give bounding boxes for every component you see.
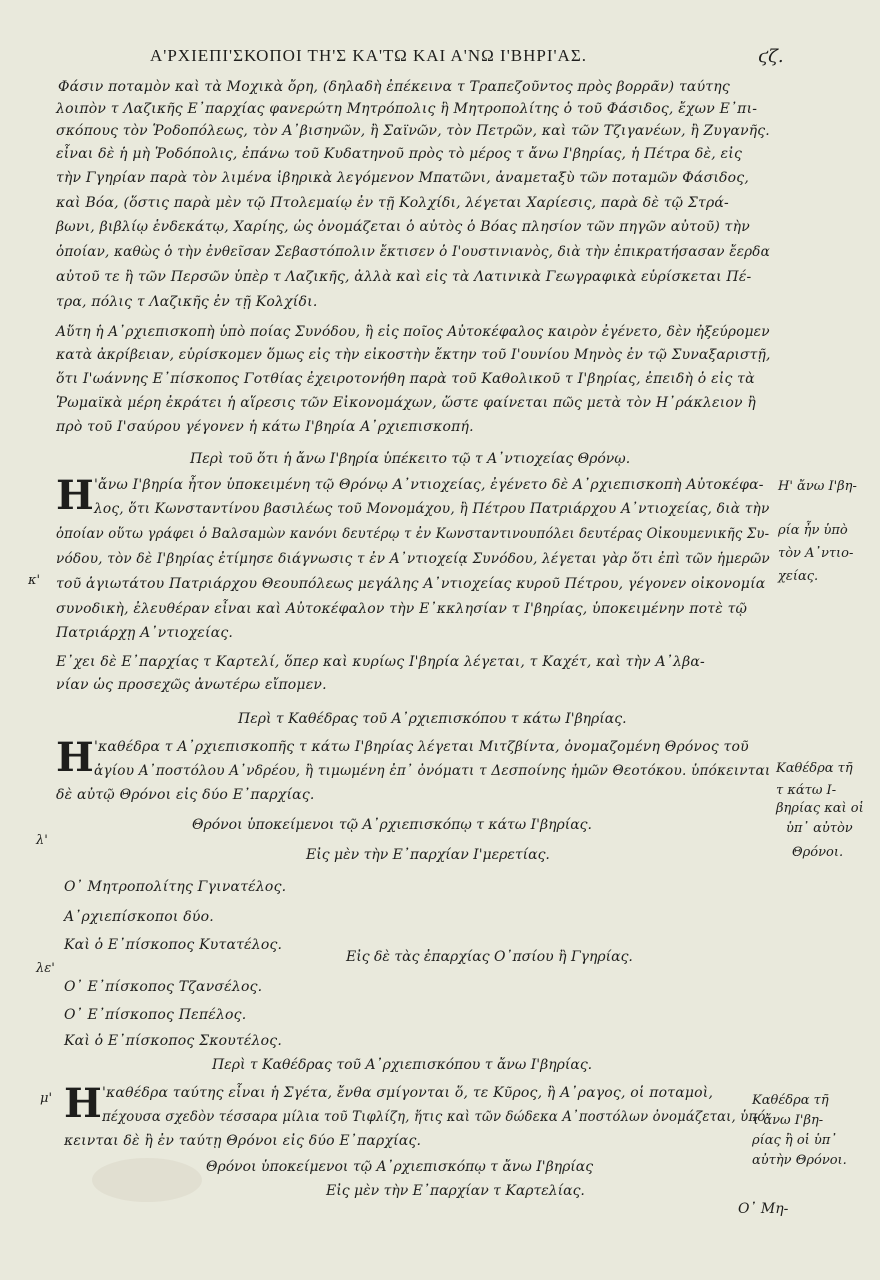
- list-item: Καὶ ὁ Ε᾿πίσκοπος Κυτατέλος.: [64, 937, 283, 953]
- text-line: ἁγίου Α᾿ποστόλου Α᾿νδρέου, ἢ τιμωμένη ἐπ᾿ ὀνόματι τ Δεσποίνης ἡμῶν Θεοτόκου. ὑπόκεινται: [94, 763, 771, 779]
- page-number: ϛζ.: [758, 46, 784, 67]
- subheading: Εἰς μὲν τὴν Ε᾿παρχίαν τ Καρτελίας.: [326, 1183, 585, 1199]
- drop-cap: Η: [56, 734, 94, 781]
- text-line: 'ἄνω Ι'βηρία ἦτον ὑποκειμένη τῷ Θρόνῳ Α᾿ντιοχείας, ἐγένετο δὲ Α᾿ρχιεπισκοπὴ Αὐτοκέφα-: [94, 477, 764, 493]
- text-line: τοῦ ἁγιωτάτου Πατριάρχου Θεουπόλεως μεγάλης Α᾿ντιοχείας κυροῦ Πέτρου, γέγονεν οἰκονομία: [56, 576, 766, 592]
- text-line: τὴν Γγηρίαν παρὰ τὸν λιμένα ἰβηρικὰ λεγόμενον Μπατῶνι, ἀναμεταξὺ τῶν ποταμῶν Φάσιδος,: [56, 170, 749, 186]
- margin-note: αὐτὴν Θρόνοι.: [752, 1153, 847, 1168]
- list-item: Καὶ ὁ Ε᾿πίσκοπος Σκουτέλος.: [64, 1033, 282, 1049]
- margin-note: τ κάτω Ι-: [776, 783, 837, 798]
- section-heading: Περὶ τοῦ ὅτι ἡ ἄνω Ι'βηρία ὑπέκειτο τῷ τ Α᾿ντιοχείας Θρόνῳ.: [190, 451, 631, 467]
- margin-numeral: λε': [36, 961, 55, 976]
- text-line: δὲ αὐτῷ Θρόνοι εἰς δύο Ε᾿παρχίας.: [56, 787, 315, 803]
- text-line: λος, ὅτι Κωνσταντίνου βασιλέως τοῦ Μονομάχου, ἢ Πέτρου Πατριάρχου Α᾿ντιοχείας, διὰ τὴν: [94, 501, 770, 517]
- text-line: νόδου, τὸν δὲ Ι'βηρίας ἐτίμησε διάγνωσις τ ἐν Α᾿ντιοχείᾳ Συνόδου, λέγεται γὰρ ὅτι ἐπὶ τῶν ἡμερῶν: [56, 551, 770, 567]
- text-line: Ε᾿χει δὲ Ε᾿παρχίας τ Καρτελί, ὅπερ καὶ κυρίως Ι'βηρία λέγεται, τ Καχέτ, καὶ τὴν Α᾿λβα-: [56, 654, 705, 670]
- text-line: ὅτι Ι'ωάννης Ε᾿πίσκοπος Γοτθίας ἐχειροτονήθη παρὰ τοῦ Καθολικοῦ τ Ι'βηρίας, ἐπειδὴ ὁ εἰς τὰ: [56, 371, 755, 387]
- margin-note: τ ἄνω Ι'βη-: [752, 1113, 824, 1128]
- paper-stain: [92, 1158, 202, 1202]
- text-line: σκόπους τὸν Ῥοδοπόλεως, τὸν Α᾿βισηνῶν, ἢ Σαϊνῶν, τὸν Πετρῶν, καὶ τῶν Τζιγανέων, ἢ Ζυγανῆς.: [56, 123, 770, 139]
- margin-note: Η' ἄνω Ι'βη-: [778, 479, 857, 494]
- text-line: 'καθέδρα τ Α᾿ρχιεπισκοπῆς τ κάτω Ι'βηρίας λέγεται Μιτζβίντα, ὀνομαζομένη Θρόνος τοῦ: [94, 739, 749, 755]
- subheading: Θρόνοι ὑποκείμενοι τῷ Α᾿ρχιεπισκόπῳ τ κάτω Ι'βηρίας.: [192, 817, 592, 833]
- margin-note: ὑπ᾿ αὐτὸν: [786, 821, 853, 836]
- running-title: Α'ΡΧΙΕΠΙ'ΣΚΟΠΟΙ ΤΗ'Σ ΚΑ'ΤΩ ΚΑΙ Α'ΝΩ Ι'ΒΗΡΙ'ΑΣ.: [150, 46, 587, 65]
- margin-note: Θρόνοι.: [792, 845, 844, 860]
- subheading: Εἰς δὲ τὰς ἐπαρχίας Ο᾿πσίου ἢ Γγηρίας.: [346, 949, 633, 965]
- list-item: Α᾿ρχιεπίσκοποι δύο.: [64, 909, 214, 925]
- text-line: εἶναι δὲ ἡ μὴ Ῥοδόπολις, ἐπάνω τοῦ Κυδατηνοῦ πρὸς τὸ μέρος τ ἄνω Ι'βηρίας, ἡ Πέτρα δὲ, εἰς: [56, 146, 742, 162]
- margin-numeral: κ': [28, 573, 41, 588]
- margin-note: ρία ἦν ὑπὸ: [778, 523, 848, 538]
- subheading: Θρόνοι ὑποκείμενοι τῷ Α᾿ρχιεπισκόπῳ τ ἄνω Ι'βηρίας: [206, 1159, 594, 1175]
- list-item: Ο᾿ Μητροπολίτης Γγινατέλος.: [64, 879, 287, 895]
- margin-note: ρίας ἢ οἱ ὑπ᾿: [752, 1133, 837, 1148]
- text-line: νίαν ὡς προσεχῶς ἀνωτέρω εἴπομεν.: [56, 677, 327, 693]
- text-line: λοιπὸν τ Λαζικῆς Ε᾿παρχίας φανερώτη Μητρόπολις ἣ Μητροπολίτης ὁ τοῦ Φάσιδος, ἔχων Ε᾿πι-: [56, 101, 758, 117]
- text-line: βωνι, βιβλίῳ ἑνδεκάτῳ, Χαρίης, ὡς ὀνομάζεται ὁ αὐτὸς ὁ Βόας πλησίον τῶν πηγῶν αὐτοῦ) τὴν: [56, 219, 750, 235]
- text-line: Πατριάρχῃ Α᾿ντιοχείας.: [56, 625, 234, 641]
- running-header: [0, 46, 880, 72]
- margin-note: τὸν Α᾿ντιο-: [778, 546, 854, 561]
- text-line: συνοδικὴ, ἐλευθέραν εἶναι καὶ Αὐτοκέφαλον τὴν Ε᾿κκλησίαν τ Ι'βηρίας, ὑποκειμένην ποτὲ τῷ: [56, 601, 748, 617]
- drop-cap: Η: [64, 1080, 102, 1127]
- section-heading: Περὶ τ Καθέδρας τοῦ Α᾿ρχιεπισκόπου τ ἄνω Ι'βηρίας.: [212, 1057, 593, 1073]
- list-item: Ο᾿ Ε᾿πίσκοπος Πεπέλος.: [64, 1007, 247, 1023]
- subheading: Εἰς μὲν τὴν Ε᾿παρχίαν Ι'μερετίας.: [306, 847, 550, 863]
- text-line: αὐτοῦ τε ἢ τῶν Περσῶν ὑπὲρ τ Λαζικῆς, ἀλλὰ καὶ εἰς τὰ Λατινικὰ Γεωγραφικὰ εὑρίσκεται Πέ-: [56, 269, 752, 285]
- section-heading: Περὶ τ Καθέδρας τοῦ Α᾿ρχιεπισκόπου τ κάτω Ι'βηρίας.: [238, 711, 627, 727]
- margin-note: Καθέδρα τῆ: [752, 1093, 829, 1108]
- text-line: καὶ Βόα, (ὅστις παρὰ μὲν τῷ Πτολεμαίῳ ἐν τῇ Κολχίδι, λέγεται Χαρίεσις, παρὰ δὲ τῷ Στρά-: [56, 195, 729, 211]
- text-line: κατὰ ἀκρίβειαν, εὑρίσκομεν ὅμως εἰς τὴν εἰκοστὴν ἔκτην τοῦ Ι'ουνίου Μηνὸς ἐν τῷ Συναξαριστῇ,: [56, 347, 771, 363]
- margin-note: χείας.: [778, 569, 819, 584]
- drop-cap: Η: [56, 472, 94, 519]
- list-item: Ο᾿ Ε᾿πίσκοπος Τζανσέλος.: [64, 979, 263, 995]
- catchword: Ο᾿ Μη-: [738, 1201, 789, 1217]
- text-line: Φάσιν ποταμὸν καὶ τὰ Μοχικὰ ὄρη, (δηλαδὴ ἐπέκεινα τ Τραπεζοῦντος πρὸς βορρᾶν) ταύτης: [58, 79, 730, 95]
- text-line: πρὸ τοῦ Ι'σαύρου γέγονεν ἡ κάτω Ι'βηρία Α᾿ρχιεπισκοπή.: [56, 419, 474, 435]
- text-line: Αὕτη ἡ Α᾿ρχιεπισκοπὴ ὑπὸ ποίας Συνόδου, ἢ εἰς ποῖος Αὐτοκέφαλος καιρὸν ἐγένετο, δὲν ἠξεύρομεν: [56, 324, 770, 340]
- margin-note: βηρίας καὶ οἱ: [776, 801, 864, 816]
- text-line: 'καθέδρα ταύτης εἶναι ἡ Σγέτα, ἔνθα σμίγονται ὅ, τε Κῦρος, ἢ Α᾿ραγος, οἱ ποταμοὶ,: [102, 1085, 714, 1101]
- text-line: ὁποίαν, καθὼς ὁ τὴν ἐνθεῖσαν Σεβαστόπολιν ἔκτισεν ὁ Ι'ουστινιανὸς, διὰ τὴν ἐπικρατήσασαν ἔερδα: [56, 244, 770, 260]
- text-line: κεινται δὲ ἢ ἐν ταύτῃ Θρόνοι εἰς δύο Ε᾿παρχίας.: [64, 1133, 422, 1149]
- text-line: τρα, πόλις τ Λαζικῆς ἐν τῇ Κολχίδι.: [56, 294, 318, 310]
- margin-note: Καθέδρα τῆ: [776, 761, 853, 776]
- margin-numeral: λ': [36, 833, 48, 848]
- text-line: Ῥωμαϊκὰ μέρη ἐκράτει ἡ αἵρεσις τῶν Εἰκονομάχων, ὥστε φαίνεται πῶς μετὰ τὸν Η᾿ράκλειον ἢ: [56, 395, 756, 411]
- margin-numeral: μ': [40, 1091, 53, 1106]
- text-line: ὁποίαν οὕτω γράφει ὁ Βαλσαμὼν κανόνι δευτέρῳ τ ἐν Κωνσταντινουπόλει δευτέρας Οἰκουμενικῆς Συ-: [56, 526, 770, 542]
- text-line: πέχουσα σχεδὸν τέσσαρα μίλια τοῦ Τιφλίζη, ἥτις καὶ τῶν δώδεκα Α᾿ποστόλων ὀνομάζεται, ὑπό-: [102, 1109, 771, 1125]
